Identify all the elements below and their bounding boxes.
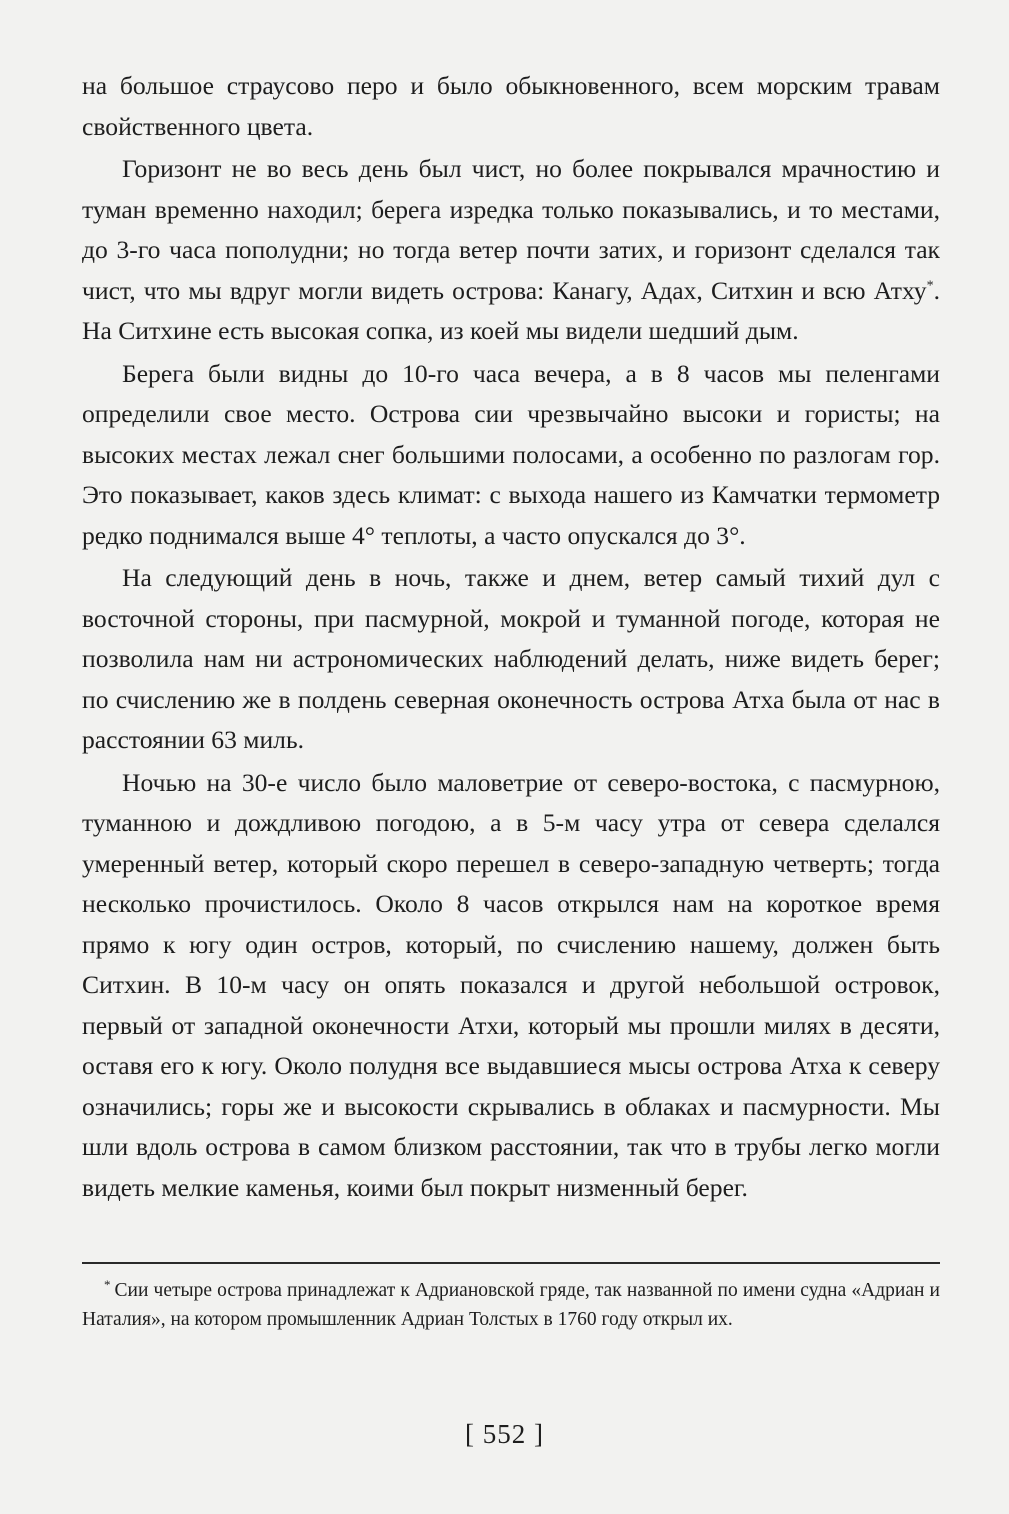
paragraph-4: На следующий день в ночь, также и днем, ветер самый тихий дул с восточной стороны, при пасмурной, мокрой и туманной погоде, которая не позволила нам ни астрономических наблюдений делать, ниже видеть берег; по счислению же в полдень северная оконечность острова Атха была от нас в расстоянии 63 миль.: [82, 563, 940, 754]
footnote-mark: *: [104, 1276, 111, 1292]
footnote-divider: [82, 1262, 940, 1264]
paragraph-2-text-end: . На Ситхине есть высокая сопка, из коей мы видели шедший дым.: [82, 275, 940, 345]
page-number: [ 552 ]: [465, 1419, 544, 1449]
footnote-reference-mark: *: [926, 277, 934, 293]
paragraph-5: Ночью на 30-е число было маловетрие от северо-востока, с пасмурною, туманною и дождливою погодою, а в 5-м часу утра от севера сделался умеренный ветер, который скоро перешел в северо-западную четверть; тогда несколько прочистилось. Около 8 часов открылся нам на короткое время прямо к югу один остров, который, по счислению нашему, должен быть Ситхин. В 10-м часу он опять показался и другой небольшой островок, первый от западной оконечности Атхи, который мы прошли милях в десяти, оставя его к югу. Около полудня все выдавшиеся мысы острова Атха к северу означились; горы же и высокости скрывались в облаках и пасмурности. Мы шли вдоль острова в самом близком расстоянии, так что в трубы легко могли видеть мелкие каменья, коими был покрыт низменный берег.: [82, 767, 940, 1202]
paragraph-3: Берега были видны до 10-го часа вечера, а в 8 часов мы пеленгами определили свое место. Острова сии чрезвычайно высоки и гористы; на высоких местах лежал снег большими полосами, а особенно по разлогам гор. Это показывает, каков здесь климат: с выхода нашего из Камчатки термометр редко поднимался выше 4° теплоты, а часто опускался до 3°.: [82, 358, 940, 550]
paragraph-2: [82, 149, 940, 352]
footnote: [82, 1276, 940, 1334]
paragraph-2-text: Горизонт не во весь день был чист, но более покрывался мрачностию и туман временно находил; берега изредка только показывались, и то местами, до 3-го часа пополудни; но тогда ветер почти затих, и горизонт сделался так чист, что мы вдруг могли видеть острова: Канагу, Адах, Ситхин и всю Атху: [82, 154, 940, 305]
main-text: [82, 66, 940, 1208]
footnote-text: Сии четыре острова принадлежат к Адриановской гряде, так названной по имени судна «Адриан и Наталия», на котором промышленник Адриан Толстых в 1760 году открыл их.: [82, 1280, 940, 1330]
paragraph-1: на большое страусово перо и было обыкновенного, всем морским травам свойственного цвета.: [82, 71, 940, 141]
